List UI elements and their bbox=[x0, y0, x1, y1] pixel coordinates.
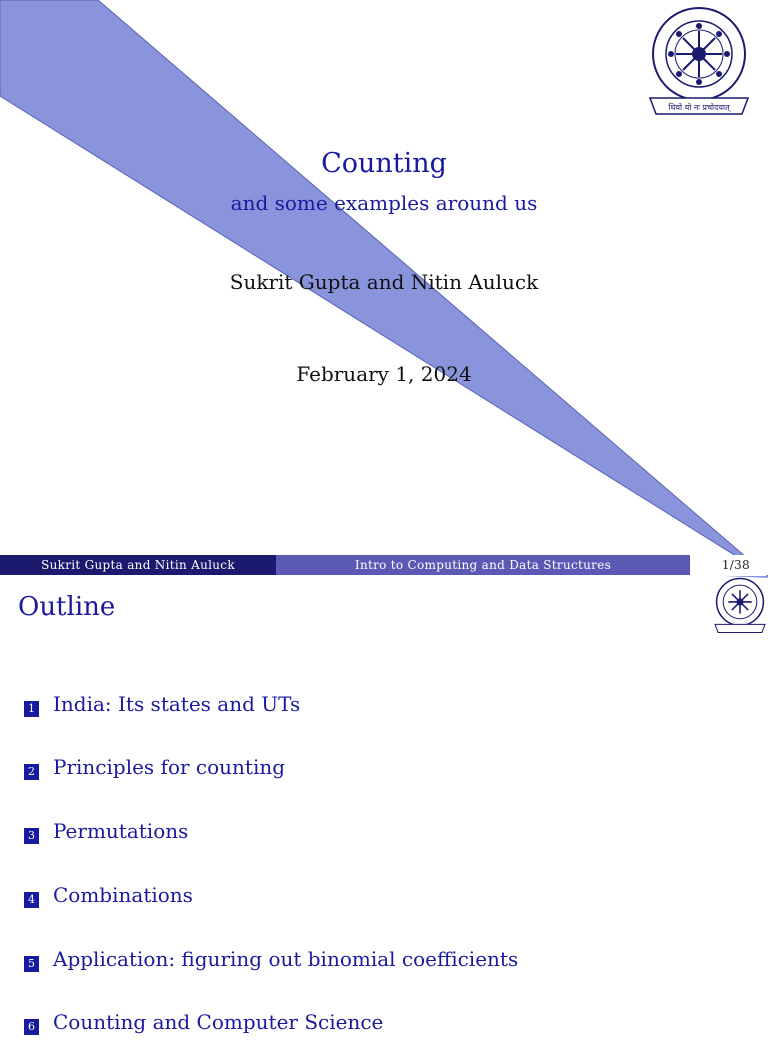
slide-footer bbox=[0, 555, 768, 575]
toc-number: 5 bbox=[24, 956, 39, 972]
toc-label: Permutations bbox=[53, 819, 189, 843]
presentation-subtitle: and some examples around us bbox=[230, 191, 538, 215]
toc-number: 2 bbox=[24, 764, 39, 780]
logo-motto: धियो यो नः प्रचोदयात् bbox=[668, 103, 730, 112]
footer-page-number: 1/38 bbox=[690, 555, 768, 575]
toc-number: 6 bbox=[24, 1019, 39, 1035]
toc-label: Application: figuring out binomial coefficients bbox=[53, 947, 519, 971]
presentation-author: Sukrit Gupta and Nitin Auluck bbox=[229, 270, 539, 294]
toc-number: 1 bbox=[24, 701, 39, 717]
toc-label: Combinations bbox=[53, 883, 193, 907]
outline-slide bbox=[0, 576, 768, 1034]
toc-label: Counting and Computer Science bbox=[53, 1010, 384, 1034]
toc-number: 3 bbox=[24, 828, 39, 844]
toc-label: India: Its states and UTs bbox=[53, 692, 301, 716]
institute-logo-small bbox=[712, 576, 768, 636]
toc-number: 4 bbox=[24, 892, 39, 908]
toc-label: Principles for counting bbox=[53, 755, 286, 779]
presentation-title: Counting bbox=[321, 148, 447, 179]
institute-logo bbox=[644, 6, 754, 118]
footer-course: Intro to Computing and Data Structures bbox=[276, 555, 690, 575]
outline-heading: Outline bbox=[18, 592, 116, 622]
footer-author: Sukrit Gupta and Nitin Auluck bbox=[0, 555, 276, 575]
presentation-date: February 1, 2024 bbox=[296, 362, 472, 386]
